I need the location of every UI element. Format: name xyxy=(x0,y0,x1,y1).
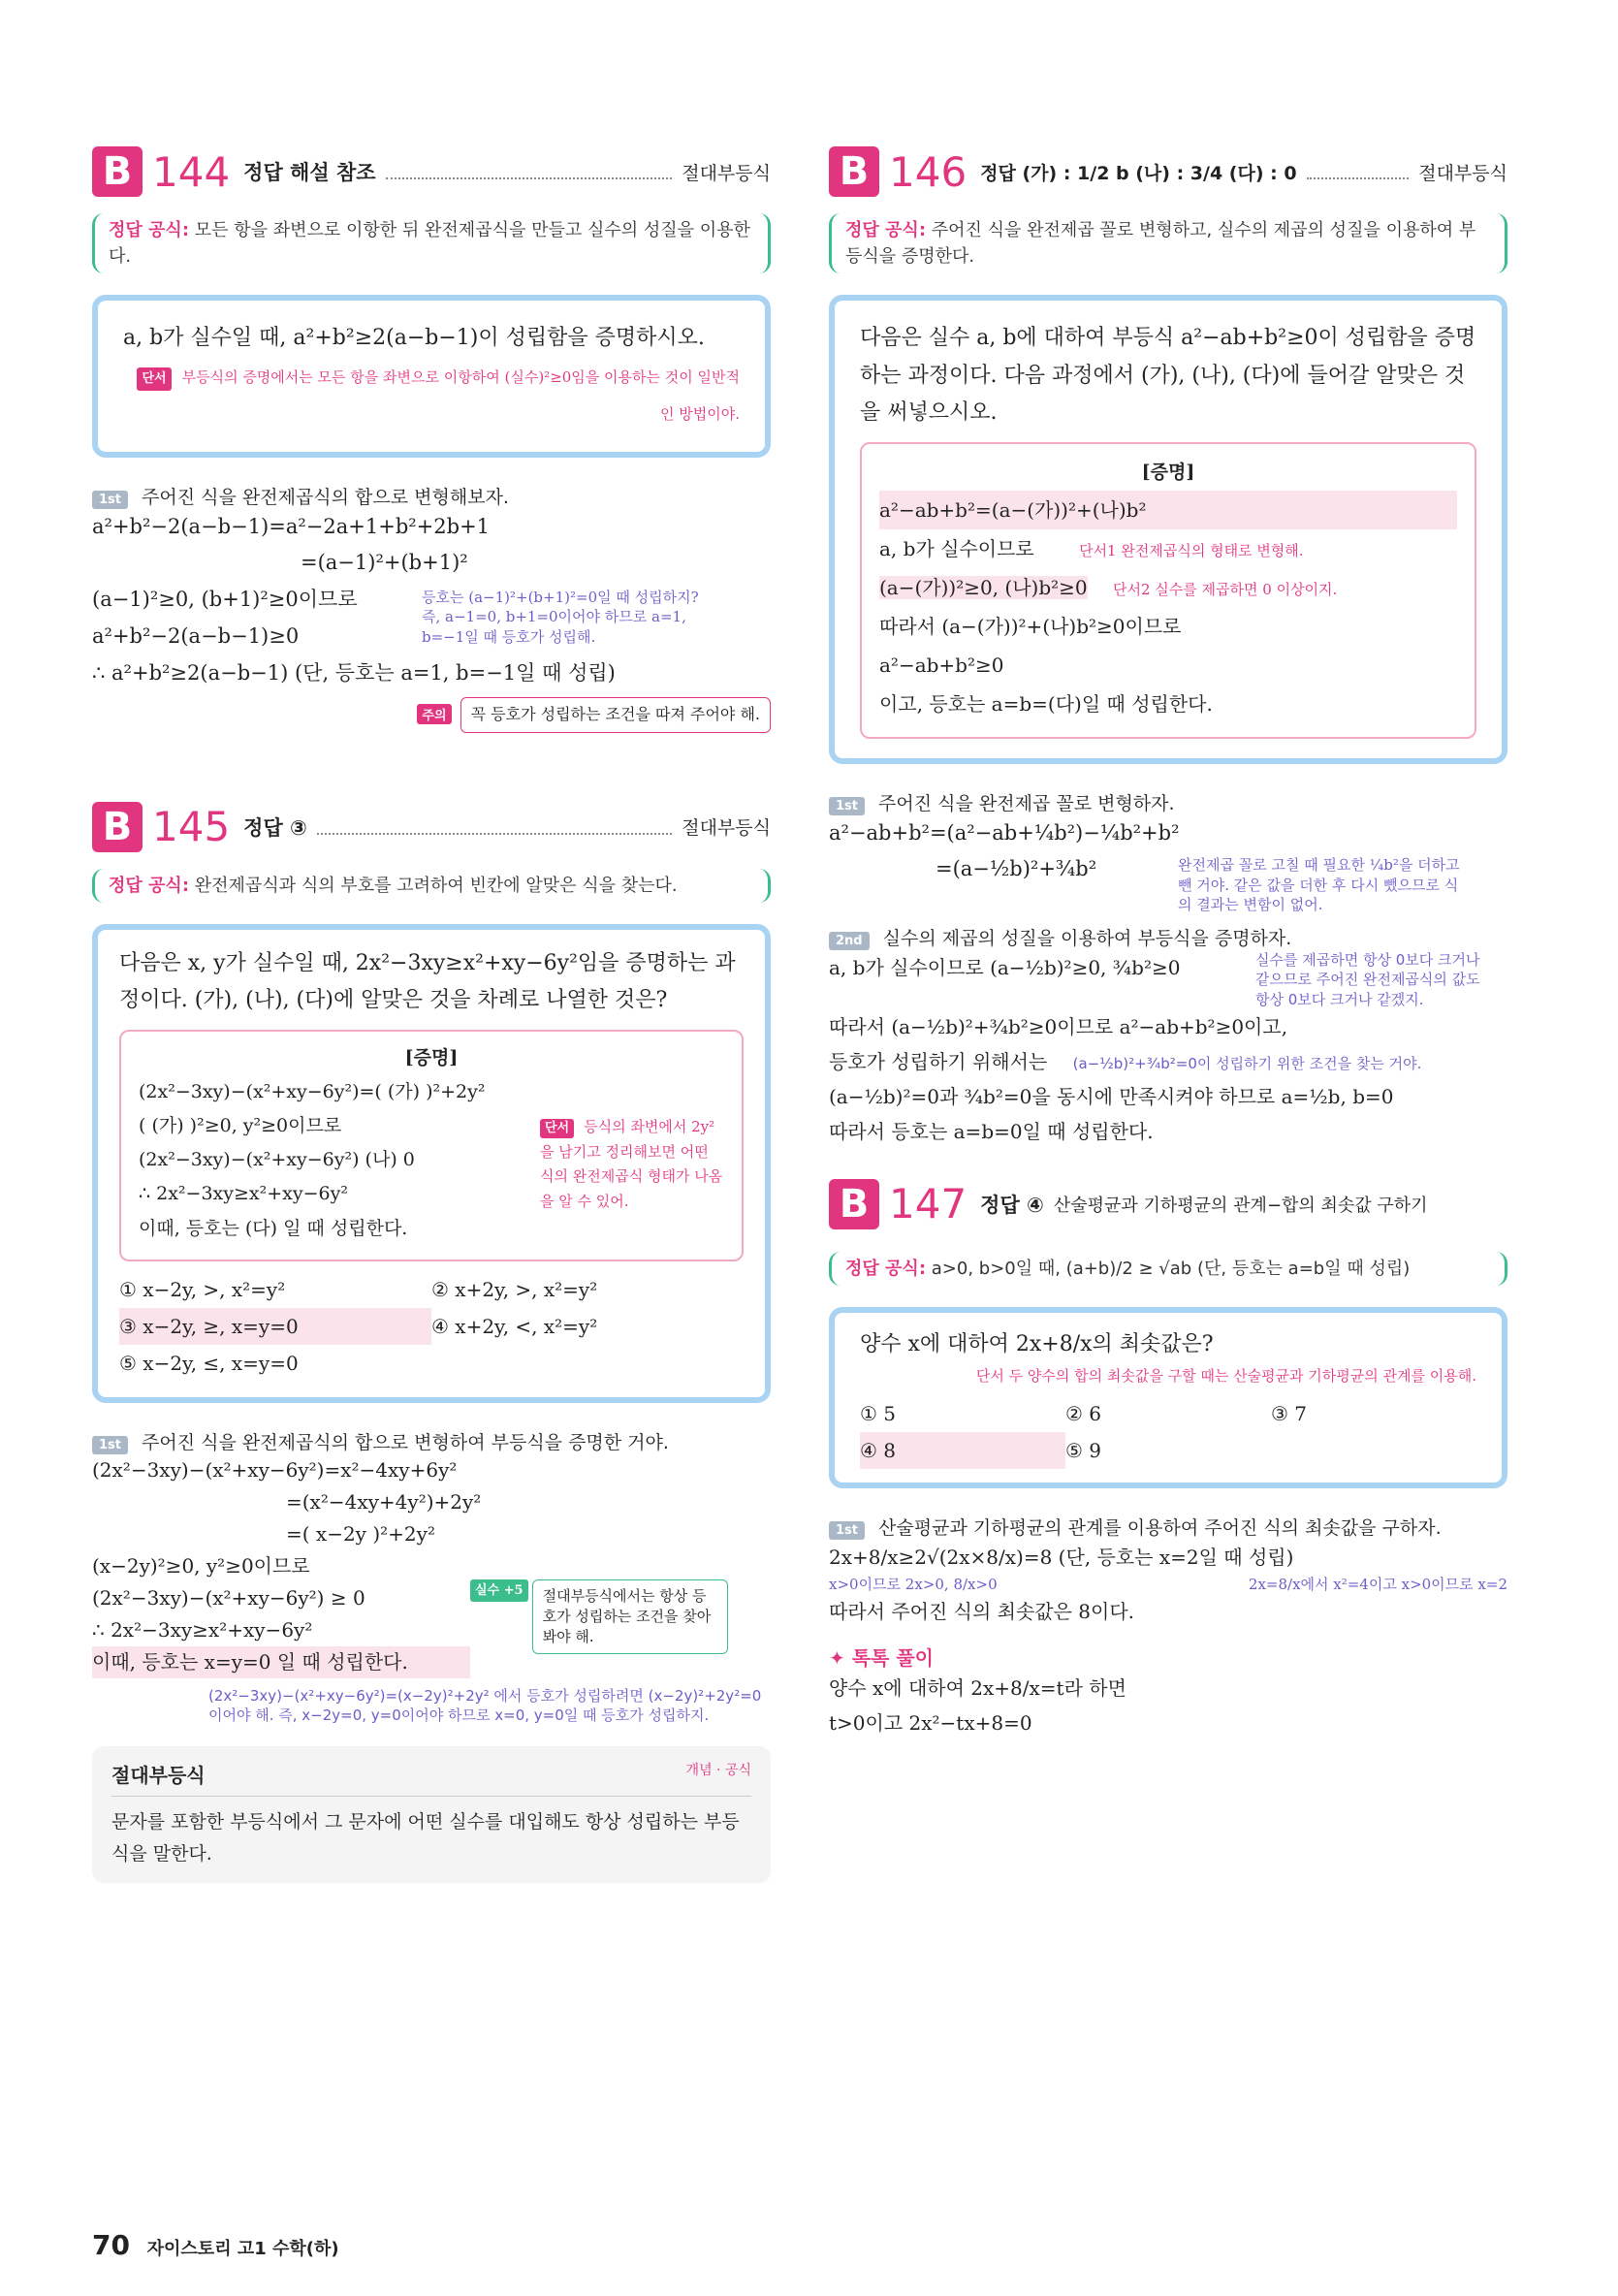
step-badge: 1st xyxy=(92,1436,128,1454)
tip-tag: 단서 xyxy=(137,367,171,392)
solution-line: a, b가 실수이므로 (a−½b)²≥0, ¾b²≥0 xyxy=(829,956,1181,980)
condition-note: (a−½b)²+¾b²=0이 성립하기 위한 조건을 찾는 거야. xyxy=(1072,1054,1422,1072)
tip-text: 단서 두 양수의 합의 최솟값을 구할 때는 산술평균과 기하평균의 관계를 이용해. xyxy=(975,1367,1476,1386)
leader-dots xyxy=(1307,177,1410,179)
tip-text: 부등식의 증명에서는 모든 항을 좌변으로 이항하여 (실수)²≥0임을 이용하는 것이 일반적인 방법이야. xyxy=(181,367,740,423)
tok-solution-lines xyxy=(829,1671,1507,1740)
concept-box xyxy=(92,1746,771,1883)
book-title: 자이스토리 고1 수학(하) xyxy=(146,2239,339,2259)
tok-icon: ✦ xyxy=(829,1645,852,1670)
answer-formula xyxy=(92,869,771,903)
solution-lines xyxy=(829,815,1507,915)
solution-line: a²+b²−2(a−b−1)=a²−2a+1+b²+2b+1 xyxy=(92,514,491,538)
solution-line: 따라서 등호는 a=b=0일 때 성립한다. xyxy=(829,1119,1154,1143)
proof-box xyxy=(119,1030,744,1261)
solution-line: 따라서 주어진 식의 최솟값은 8이다. xyxy=(829,1599,1134,1623)
step-badge: 1st xyxy=(92,491,128,509)
proof-line: a²−ab+b²=(a−(가))²+(나)b² xyxy=(879,491,1457,529)
proof-line: (a−(가))²≥0, (나)b²≥0 xyxy=(879,575,1088,599)
step-badge: 1st xyxy=(829,797,865,815)
step-title: 주어진 식을 완전제곱식의 합으로 변형하여 부등식을 증명한 거야. xyxy=(142,1431,669,1453)
solution-line: =(a−½b)²+¾b² xyxy=(936,857,1097,881)
choice-1[interactable]: ① 5 xyxy=(860,1401,897,1425)
problem-number: 146 xyxy=(889,147,968,196)
solution-line: ∴ a²+b²≥2(a−b−1) (단, 등호는 a=1, b=−1일 때 성립) xyxy=(92,660,616,685)
question-text: 다음은 실수 a, b에 대하여 부등식 a²−ab+b²≥0이 성립함을 증명하는 과정이다. 다음 과정에서 (가), (나), (다)에 들어갈 알맞은 것을 써넣으시오. xyxy=(860,326,1476,425)
topic: 절대부등식 xyxy=(682,817,771,840)
concept-title: 절대부등식 xyxy=(111,1764,206,1788)
solution-lines xyxy=(92,509,771,692)
solution-line: (a−1)²≥0, (b+1)²≥0이므로 xyxy=(92,588,358,612)
solution-line: 양수 x에 대하여 2x+8/x=t라 하면 xyxy=(829,1675,1126,1700)
choice-3[interactable]: ③ x−2y, ≥, x=y=0 xyxy=(119,1308,431,1345)
page-number: 70 xyxy=(92,2229,130,2261)
solution-lines xyxy=(829,1540,1507,1629)
question-text: a, b가 실수일 때, a²+b²≥2(a−b−1)이 성립함을 증명하시오. xyxy=(123,326,705,350)
question-text: 양수 x에 대하여 2x+8/x의 최솟값은? xyxy=(860,1331,1214,1356)
topic: 산술평균과 기하평균의 관계−합의 최솟값 구하기 xyxy=(1053,1195,1428,1216)
tip-2: 단서2 실수를 제곱하면 0 이상이지. xyxy=(1113,580,1338,598)
step-badge: 2nd xyxy=(829,932,870,950)
tip-1: 단서1 완전제곱식의 형태로 변형해. xyxy=(1079,541,1304,559)
solution-line: ∴ 2x²−3xy≥x²+xy−6y² xyxy=(92,1617,313,1642)
positive-note: x>0이므로 2x>0, 8/x>0 xyxy=(829,1575,998,1593)
solution-line: 2x+8/x≥2√(2x×8/x)=8 (단, 등호는 x=2일 때 성립) xyxy=(829,1545,1294,1569)
tok-solution-title: ✦ 톡톡 풀이 xyxy=(829,1645,934,1670)
formula-label: 정답 공식: xyxy=(845,1258,927,1279)
solution-lines xyxy=(829,950,1507,1149)
level-badge: B xyxy=(829,146,879,197)
solution-line: 등호가 성립하기 위해서는 xyxy=(829,1049,1048,1073)
square-note: 실수를 제곱하면 항상 0보다 크거나 같으므로 주어진 완전제곱식의 값도 항상 0보다 크거나 같겠지. xyxy=(1255,951,1480,1008)
question-box xyxy=(92,295,771,458)
problem-146-header xyxy=(829,145,1507,198)
tip-text: 등식의 좌변에서 2y²을 남기고 정리해보면 어떤 식의 완전제곱식 형태가 나옴을 알 수 있어. xyxy=(540,1118,723,1210)
problem-number: 145 xyxy=(152,803,231,851)
left-column xyxy=(92,145,771,1883)
tip-tag: 단서 xyxy=(540,1119,574,1138)
answer-formula xyxy=(92,213,771,273)
formula-text: a>0, b>0일 때, (a+b)/2 ≥ √ab (단, 등호는 a=b일 때 성립) xyxy=(931,1258,1411,1279)
solution-line: (a−½b)²=0과 ¾b²=0을 동시에 만족시켜야 하므로 a=½b, b=0 xyxy=(829,1084,1394,1108)
choice-1[interactable]: ① x−2y, >, x²=y² xyxy=(119,1277,286,1301)
solution-line: =(a−1)²+(b+1)² xyxy=(301,551,468,575)
equality-note: (2x²−3xy)−(x²+xy−6y²)=(x−2y)²+2y² 에서 등호가 성립하려면 (x−2y)²+2y²=0이어야 해. 즉, x−2y=0, y=0이어야 하므로 x=0, y=0일 때 등호가 성립하지. xyxy=(208,1686,762,1724)
complete-square-note: 완전제곱 꼴로 고칠 때 필요한 ¼b²을 더하고 뺀 거야. 같은 값을 더한 후 다시 뺐으므로 식의 결과는 변함이 없어. xyxy=(1178,856,1460,913)
choice-2[interactable]: ② 6 xyxy=(1065,1401,1102,1425)
choice-5[interactable]: ⑤ 9 xyxy=(1065,1438,1102,1462)
solution-line: (x−2y)²≥0, y²≥0이므로 xyxy=(92,1553,310,1578)
page-footer xyxy=(92,2229,339,2261)
proof-title: [증명] xyxy=(404,1046,459,1068)
answer: 정답 해설 참조 xyxy=(243,161,376,184)
answer-formula xyxy=(829,1252,1507,1286)
choice-3[interactable]: ③ 7 xyxy=(1271,1401,1308,1425)
answer-choices xyxy=(119,1271,744,1382)
proof-line: ( (가) )²≥0, y²≥0이므로 xyxy=(139,1115,342,1137)
answer-formula xyxy=(829,213,1507,273)
question-box xyxy=(92,924,771,1403)
proof-line: 이때, 등호는 (다) 일 때 성립한다. xyxy=(139,1217,408,1239)
solution-lines xyxy=(92,1454,771,1678)
step-badge: 1st xyxy=(829,1521,865,1540)
level-badge: B xyxy=(92,146,143,197)
formula-text: 완전제곱식과 식의 부호를 고려하여 빈칸에 알맞은 식을 찾는다. xyxy=(194,875,678,896)
step-title: 산술평균과 기하평균의 관계를 이용하여 주어진 식의 최솟값을 구하자. xyxy=(878,1516,1442,1539)
mistake-tag: 실수 +5 xyxy=(470,1579,528,1602)
question-box xyxy=(829,295,1507,764)
problem-147-header xyxy=(829,1178,1507,1230)
solution-line: a²+b²−2(a−b−1)≥0 xyxy=(92,623,300,648)
answer: 정답 ④ xyxy=(980,1193,1044,1217)
answer: 정답 ③ xyxy=(243,815,307,840)
topic: 절대부등식 xyxy=(1418,162,1507,184)
caution-tag: 주의 xyxy=(417,704,451,724)
leader-dots xyxy=(317,833,672,835)
mistake-box: 절대부등식에서는 항상 등호가 성립하는 조건을 찾아봐야 해. xyxy=(532,1579,728,1654)
proof-box xyxy=(860,442,1476,739)
formula-label: 정답 공식: xyxy=(109,875,190,896)
solution-line: (2x²−3xy)−(x²+xy−6y²)=x²−4xy+6y² xyxy=(92,1457,458,1482)
step-title: 주어진 식을 완전제곱 꼴로 변형하자. xyxy=(878,792,1175,814)
proof-line: (2x²−3xy)−(x²+xy−6y²) (나) 0 xyxy=(139,1149,415,1171)
proof-line: a²−ab+b²≥0 xyxy=(879,653,1004,677)
proof-line: a, b가 실수이므로 xyxy=(879,536,1034,560)
problem-145-header xyxy=(92,801,771,853)
problem-144-header xyxy=(92,145,771,198)
proof-line: (2x²−3xy)−(x²+xy−6y²)=( (가) )²+2y² xyxy=(139,1081,486,1103)
formula-text: 모든 항을 좌변으로 이항한 뒤 완전제곱식을 만들고 실수의 성질을 이용한다. xyxy=(109,220,750,267)
solution-line: 이때, 등호는 x=y=0 일 때 성립한다. xyxy=(92,1646,470,1678)
solution-line: a²−ab+b²=(a²−ab+¼b²)−¼b²+b² xyxy=(829,820,1180,845)
proof-line: ∴ 2x²−3xy≥x²+xy−6y² xyxy=(139,1183,348,1205)
question-text: 다음은 x, y가 실수일 때, 2x²−3xy≥x²+xy−6y²임을 증명하는 과정이다. (가), (나), (다)에 알맞은 것을 차례로 나열한 것은? xyxy=(119,950,736,1013)
solution-line: (2x²−3xy)−(x²+xy−6y²) ≥ 0 xyxy=(92,1585,365,1610)
level-badge: B xyxy=(829,1179,879,1229)
equality-note: 등호는 (a−1)²+(b+1)²=0일 때 성립하지? 즉, a−1=0, b+1=0이어야 하므로 a=1, b=−1일 때 등호가 성립해. xyxy=(422,589,699,646)
answer-choices xyxy=(860,1395,1476,1469)
problem-number: 147 xyxy=(889,1180,968,1228)
answer: 정답 (가) : 1/2 b (나) : 3/4 (다) : 0 xyxy=(980,162,1297,184)
choice-5[interactable]: ⑤ x−2y, ≤, x=y=0 xyxy=(119,1351,299,1375)
equality-note: 2x=8/x에서 x²=4이고 x>0이므로 x=2 xyxy=(1248,1575,1507,1593)
step-title: 주어진 식을 완전제곱식의 합으로 변형해보자. xyxy=(142,486,509,508)
choice-2[interactable]: ② x+2y, >, x²=y² xyxy=(431,1277,598,1301)
formula-text: 주어진 식을 완전제곱 꼴로 변형하고, 실수의 제곱의 성질을 이용하여 부등식을 증명한다. xyxy=(845,220,1476,267)
concept-body: 문자를 포함한 부등식에서 그 문자에 어떤 실수를 대입해도 항상 성립하는 부등식을 말한다. xyxy=(111,1811,740,1865)
step-title: 실수의 제곱의 성질을 이용하여 부등식을 증명하자. xyxy=(882,928,1292,950)
formula-label: 정답 공식: xyxy=(845,220,927,240)
topic: 절대부등식 xyxy=(682,162,771,184)
formula-label: 정답 공식: xyxy=(109,220,190,240)
concept-tag: 개념 · 공식 xyxy=(685,1763,751,1779)
question-box xyxy=(829,1307,1507,1488)
solution-line: =(x²−4xy+4y²)+2y² xyxy=(286,1489,482,1514)
proof-title: [증명] xyxy=(1141,461,1195,483)
caution-box: 꼭 등호가 성립하는 조건을 따져 주어야 해. xyxy=(460,697,771,732)
choice-4[interactable]: ④ 8 xyxy=(860,1432,1065,1469)
proof-line: 이고, 등호는 a=b=(다)일 때 성립한다. xyxy=(879,691,1213,716)
solution-line: =( x−2y )²+2y² xyxy=(286,1521,435,1546)
level-badge: B xyxy=(92,802,143,852)
problem-number: 144 xyxy=(152,147,231,196)
choice-4[interactable]: ④ x+2y, <, x²=y² xyxy=(431,1314,598,1338)
leader-dots xyxy=(386,177,673,179)
solution-line: t>0이고 2x²−tx+8=0 xyxy=(829,1710,1032,1735)
proof-line: 따라서 (a−(가))²+(나)b²≥0이므로 xyxy=(879,614,1182,638)
solution-line: 따라서 (a−½b)²+¾b²≥0이므로 a²−ab+b²≥0이고, xyxy=(829,1014,1288,1038)
right-column xyxy=(829,145,1507,1740)
